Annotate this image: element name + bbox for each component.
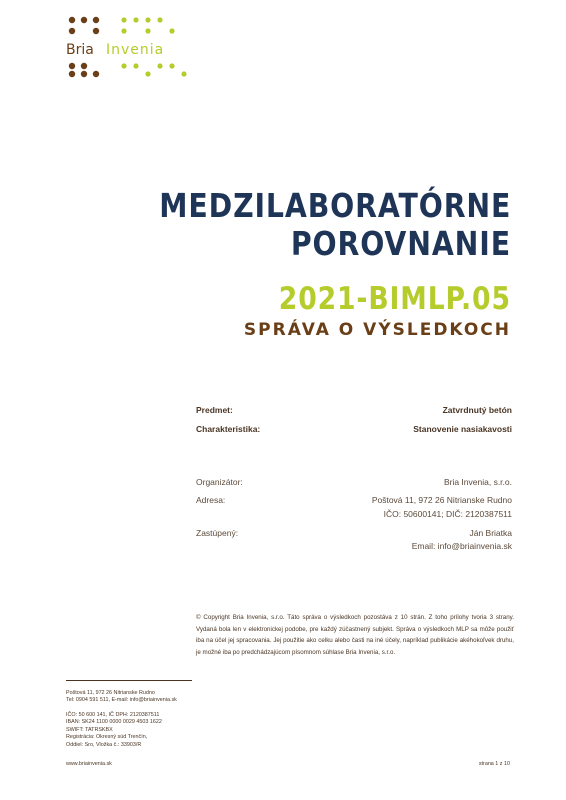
logo-dot bbox=[81, 71, 87, 77]
adresa-line-2: IČO: 50600141; DIČ: 2120387511 bbox=[383, 509, 512, 519]
organizator-label: Organizátor: bbox=[196, 477, 243, 487]
logo-dot bbox=[81, 63, 87, 69]
logo-dot bbox=[121, 17, 126, 22]
logo-dot bbox=[145, 17, 150, 22]
page-number: strana 1 z 10 bbox=[478, 761, 510, 767]
adresa-line-1: Poštová 11, 972 26 Nitrianske Rudno bbox=[371, 495, 512, 505]
logo-dot bbox=[69, 71, 75, 77]
copyright-notice: © Copyright Bria Invenia, s.r.o. Táto správa o výsledkoch pozostáva z 10 strán. Z toho prílohy tvoria 3 strany. Vydaná bola len v elektronickej podobe, pre každý zúčastnený subjekt. Správa o výsledkoch MLP sa môže použiť iba na účel jej spracovania. Jej použitie ako celku alebo časti na iné účely, napríklad publikácie akéhokoľvek druhu, je možné iba po predchádzajúcom písomnom súhlase Bria Invenia, s.r.o. bbox=[196, 614, 514, 656]
footer-address-block bbox=[66, 690, 177, 705]
logo-dot bbox=[169, 28, 174, 33]
organizator-value: Bria Invenia, s.r.o. bbox=[443, 477, 512, 487]
zastupeny-name: Ján Briatka bbox=[469, 528, 512, 538]
title-line-1: MEDZILABORATÓRNE bbox=[159, 186, 511, 225]
logo-dot bbox=[69, 28, 75, 34]
company-logo bbox=[66, 16, 196, 78]
logo-dot bbox=[121, 28, 126, 33]
report-code: 2021-BIMLP.05 bbox=[278, 281, 511, 317]
footer-oddiel: Oddiel: Sro, Vložka č.: 33903/R bbox=[66, 741, 142, 748]
logo-dot bbox=[133, 63, 138, 68]
logo-dot bbox=[93, 17, 99, 23]
logo-dot bbox=[81, 17, 87, 23]
charakteristika-label: Charakteristika: bbox=[196, 424, 261, 434]
logo-dot bbox=[157, 63, 162, 68]
logo-dot bbox=[169, 63, 174, 68]
logo-dot bbox=[181, 71, 186, 76]
logo-word-invenia: Invenia bbox=[106, 42, 165, 58]
logo-dot bbox=[93, 71, 99, 77]
footer-iban: IBAN: SK24 1100 0000 0029 4503 1622 bbox=[66, 719, 162, 726]
footer-website[interactable]: www.briainvenia.sk bbox=[66, 761, 112, 767]
footer-divider bbox=[66, 680, 192, 681]
logo-dot bbox=[145, 71, 150, 76]
adresa-label: Adresa: bbox=[196, 495, 226, 505]
title-line-2: POROVNANIE bbox=[290, 224, 511, 263]
logo-dot bbox=[69, 63, 75, 69]
charakteristika-value: Stanovenie nasiakavosti bbox=[413, 424, 512, 434]
footer-registration-block bbox=[66, 712, 162, 749]
footer-registration: Registrácia: Okresný súd Trenčín, bbox=[66, 734, 148, 741]
footer-swift: SWIFT: TATRSKBX bbox=[66, 726, 113, 733]
logo-dot bbox=[133, 17, 138, 22]
footer-address: Poštová 11, 972 26 Nitrianske Rudno bbox=[66, 690, 155, 696]
zastupeny-label: Zastúpený: bbox=[196, 528, 239, 538]
footer-ico: IČO: 50 600 141, IČ DPH: 2120387511 bbox=[66, 712, 160, 718]
predmet-value: Zatvrdnutý betón bbox=[442, 405, 512, 415]
logo-dot bbox=[145, 28, 150, 33]
logo-dot bbox=[93, 28, 99, 34]
footer-contact: Tel: 0904 591 511, E-mail: info@briainvenia.sk bbox=[66, 697, 177, 704]
logo-dot bbox=[121, 63, 126, 68]
zastupeny-email: Email: info@briainvenia.sk bbox=[411, 541, 512, 551]
report-subtitle: SPRÁVA O VÝSLEDKOCH bbox=[243, 320, 511, 340]
logo-word-bria: Bria bbox=[66, 42, 94, 58]
predmet-label: Predmet: bbox=[196, 405, 233, 415]
logo-dot bbox=[157, 17, 162, 22]
logo-dot bbox=[69, 17, 75, 23]
